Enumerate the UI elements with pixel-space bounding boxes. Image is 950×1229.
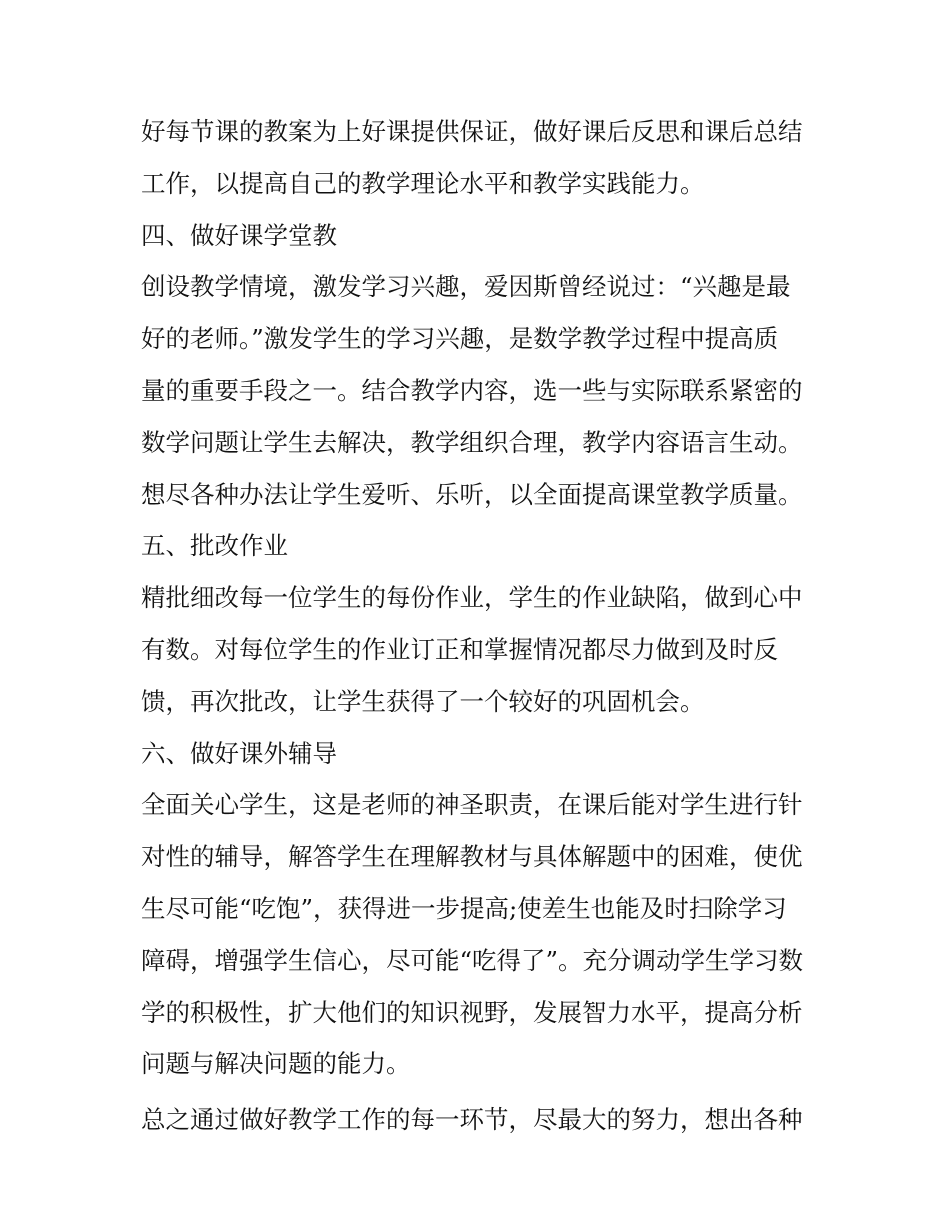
text-line: 问题与解决问题的能力。 <box>141 1049 411 1079</box>
text-line: 数学问题让学生去解决，教学组织合理，教学内容语言生动。 <box>141 427 803 457</box>
text-line: 量的重要手段之一。结合教学内容，选一些与实际联系紧密的 <box>141 375 803 405</box>
text-line: 障碍，增强学生信心，尽可能“吃得了”。充分调动学生学习数 <box>141 945 804 975</box>
section-heading: 五、批改作业 <box>141 531 288 561</box>
text-line: 精批细改每一位学生的每份作业，学生的作业缺陷，做到心中 <box>141 583 803 613</box>
text-line: 好每节课的教案为上好课提供保证，做好课后反思和课后总结 <box>141 117 803 146</box>
text-line: 全面关心学生，这是老师的神圣职责，在课后能对学生进行针 <box>141 790 803 820</box>
text-line: 总之通过做好教学工作的每一环节，尽最大的努力，想出各种 <box>141 1105 803 1135</box>
text-line: 想尽各种办法让学生爱听、乐听，以全面提高课堂教学质量。 <box>141 479 803 509</box>
document-body <box>141 106 821 1146</box>
section-heading: 四、做好课学堂教 <box>141 220 337 250</box>
section-heading: 六、做好课外辅导 <box>141 738 337 768</box>
text-line: 工作，以提高自己的教学理论水平和教学实践能力。 <box>141 168 705 198</box>
text-line: 有数。对每位学生的作业订正和掌握情况都尽力做到及时反 <box>141 634 778 664</box>
text-line: 生尽可能“吃饱”，获得进一步提高;使差生也能及时扫除学习 <box>141 893 787 923</box>
text-line: 学的积极性，扩大他们的知识视野，发展智力水平，提高分析 <box>141 997 803 1027</box>
text-line: 对性的辅导，解答学生在理解教材与具体解题中的困难，使优 <box>141 842 803 872</box>
text-line: 馈，再次批改，让学生获得了一个较好的巩固机会。 <box>141 686 705 716</box>
text-line: 创设教学情境，激发学习兴趣，爱因斯曾经说过：“兴趣是最 <box>141 272 791 302</box>
text-line: 好的老师。”激发学生的学习兴趣，是数学教学过程中提高质 <box>141 324 779 354</box>
